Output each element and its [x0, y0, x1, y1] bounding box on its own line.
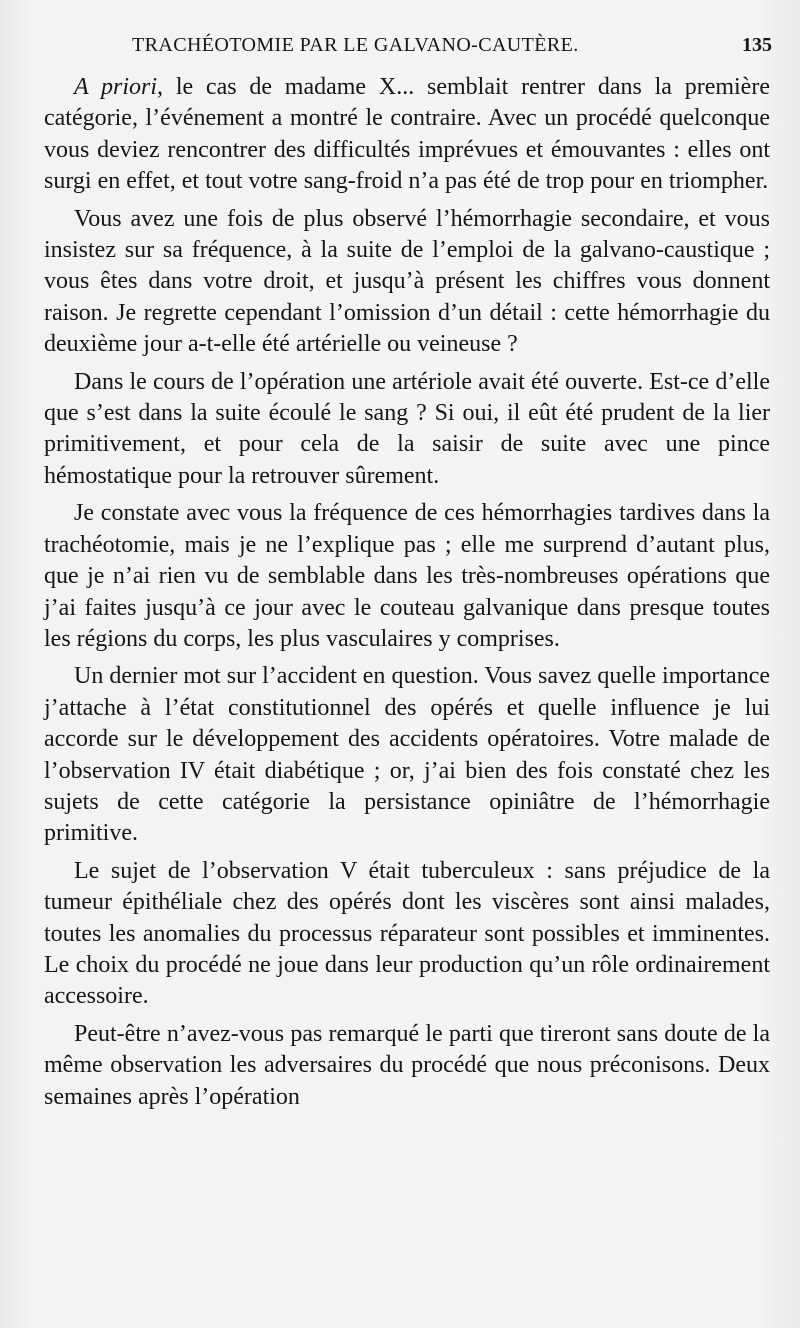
paragraph-3 [44, 367, 770, 493]
page-number: 135 [742, 34, 772, 56]
paragraph-1 [44, 72, 770, 198]
paragraph-4 [44, 498, 770, 655]
paragraph-text: Je constate avec vous la fréquence de ces hémorrhagies tardives dans la trachéotomie, mais je ne l’explique pas ; elle me surprend d’autant plus, que je n’ai rien vu de semblable dans les très-nombreuses opérations que j’ai faites jusqu’à ce jour avec le couteau galvanique dans presque toutes les régions du corps, les plus vasculaires y comprises. [44, 500, 770, 652]
page-header [132, 34, 772, 64]
paragraph-text: Vous avez une fois de plus observé l’hémorrhagie secondaire, et vous insistez sur sa fréquence, à la suite de l’emploi de la galvano-caustique ; vous êtes dans votre droit, et jusqu’à présent les chiffres vous donnent raison. Je regrette cependant l’omission d’un détail : cette hémorrhagie du deuxième jour a-t-elle été artérielle ou veineuse ? [44, 205, 770, 358]
italic-lead: A priori [74, 74, 158, 100]
paragraph-7 [44, 1019, 770, 1113]
paragraph-text: Un dernier mot sur l’accident en question. Vous savez quelle importance j’attache à l’état constitutionnel des opérés et quelle influence je lui accorde sur le développement des accidents opératoires. Votre malade de l’observation IV était diabétique ; or, j’ai bien des fois constaté chez les sujets de cette catégorie la persistance opiniâtre de l’hémorrhagie primitive. [44, 663, 770, 847]
paragraph-text: Le sujet de l’observation V était tuberculeux : sans préjudice de la tumeur épithéliale chez des opérés dont les viscères sont ainsi malades, toutes les anomalies du processus réparateur sont possibles et imminentes. Le choix du procédé ne joue dans leur production qu’un rôle ordinairement accessoire. [44, 857, 770, 1010]
paragraph-text: , le cas de madame X... semblait rentrer dans la première catégorie, l’événement a montré le contraire. Avec un procédé quelconque vous deviez rencontrer des difficultés imprévues et émouvantes : elles ont surgi en effet, et tout votre sang-froid n’a pas été de trop pour en triompher. [44, 74, 770, 195]
paragraph-text: Peut-être n’avez-vous pas remarqué le parti que tireront sans doute de la même observation les adversaires du procédé que nous préconisons. Deux semaines après l’opération [44, 1020, 770, 1110]
paragraph-5 [44, 661, 770, 849]
paragraph-6 [44, 856, 770, 1013]
paragraph-2 [44, 204, 770, 361]
paragraph-text: Dans le cours de l’opération une artériole avait été ouverte. Est-ce d’elle que s’est dans la suite écoulé le sang ? Si oui, il eût été prudent de la lier primitivement, et pour cela de la saisir de suite avec une pince hémostatique pour la retrouver sûrement. [44, 368, 770, 489]
body-text [44, 72, 770, 1113]
running-title: TRACHÉOTOMIE PAR LE GALVANO-CAUTÈRE. [132, 34, 579, 56]
